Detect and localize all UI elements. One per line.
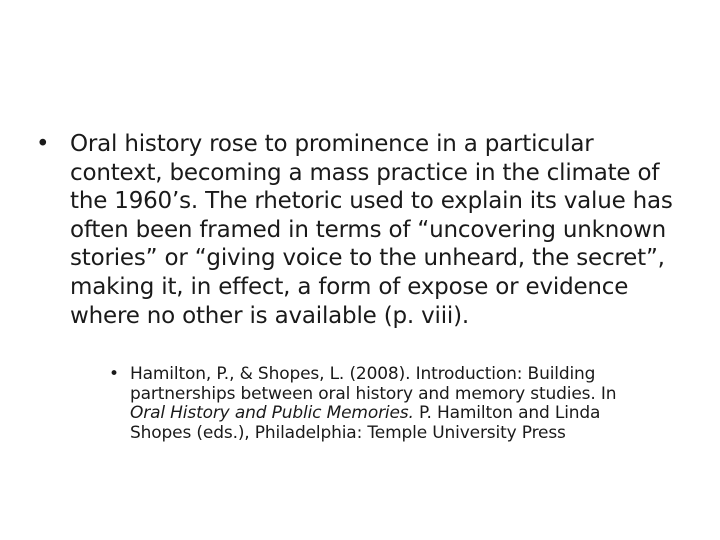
citation-bullet xyxy=(106,365,646,444)
bullet-icon: • xyxy=(36,131,50,157)
sub-bullet-icon: • xyxy=(109,364,119,384)
citation-book-title: Oral History and Public Memories. xyxy=(130,403,414,424)
main-bullet-text: Oral history rose to prominence in a particular context, becoming a mass practice in the climate of the 1960’s. The rhetoric used to explain its value has often been framed in terms of “uncovering unknown stories” or “giving voice to the unheard, the secret”, making it, in effect, a form of expose or evidence where no other is available (p. viii). xyxy=(70,131,673,329)
citation-text xyxy=(130,365,646,444)
citation-authors-and-chapter: Hamilton, P., & Shopes, L. (2008). Introduction: Building partnerships between oral history and memory studies. In xyxy=(130,364,617,404)
citation-bullet-block xyxy=(106,365,646,444)
main-bullet-block xyxy=(36,130,686,330)
main-bullet xyxy=(36,130,686,330)
citation-editors-and-publisher: P. Hamilton and Linda Shopes (eds.), Philadelphia: Temple University Press xyxy=(130,403,601,444)
